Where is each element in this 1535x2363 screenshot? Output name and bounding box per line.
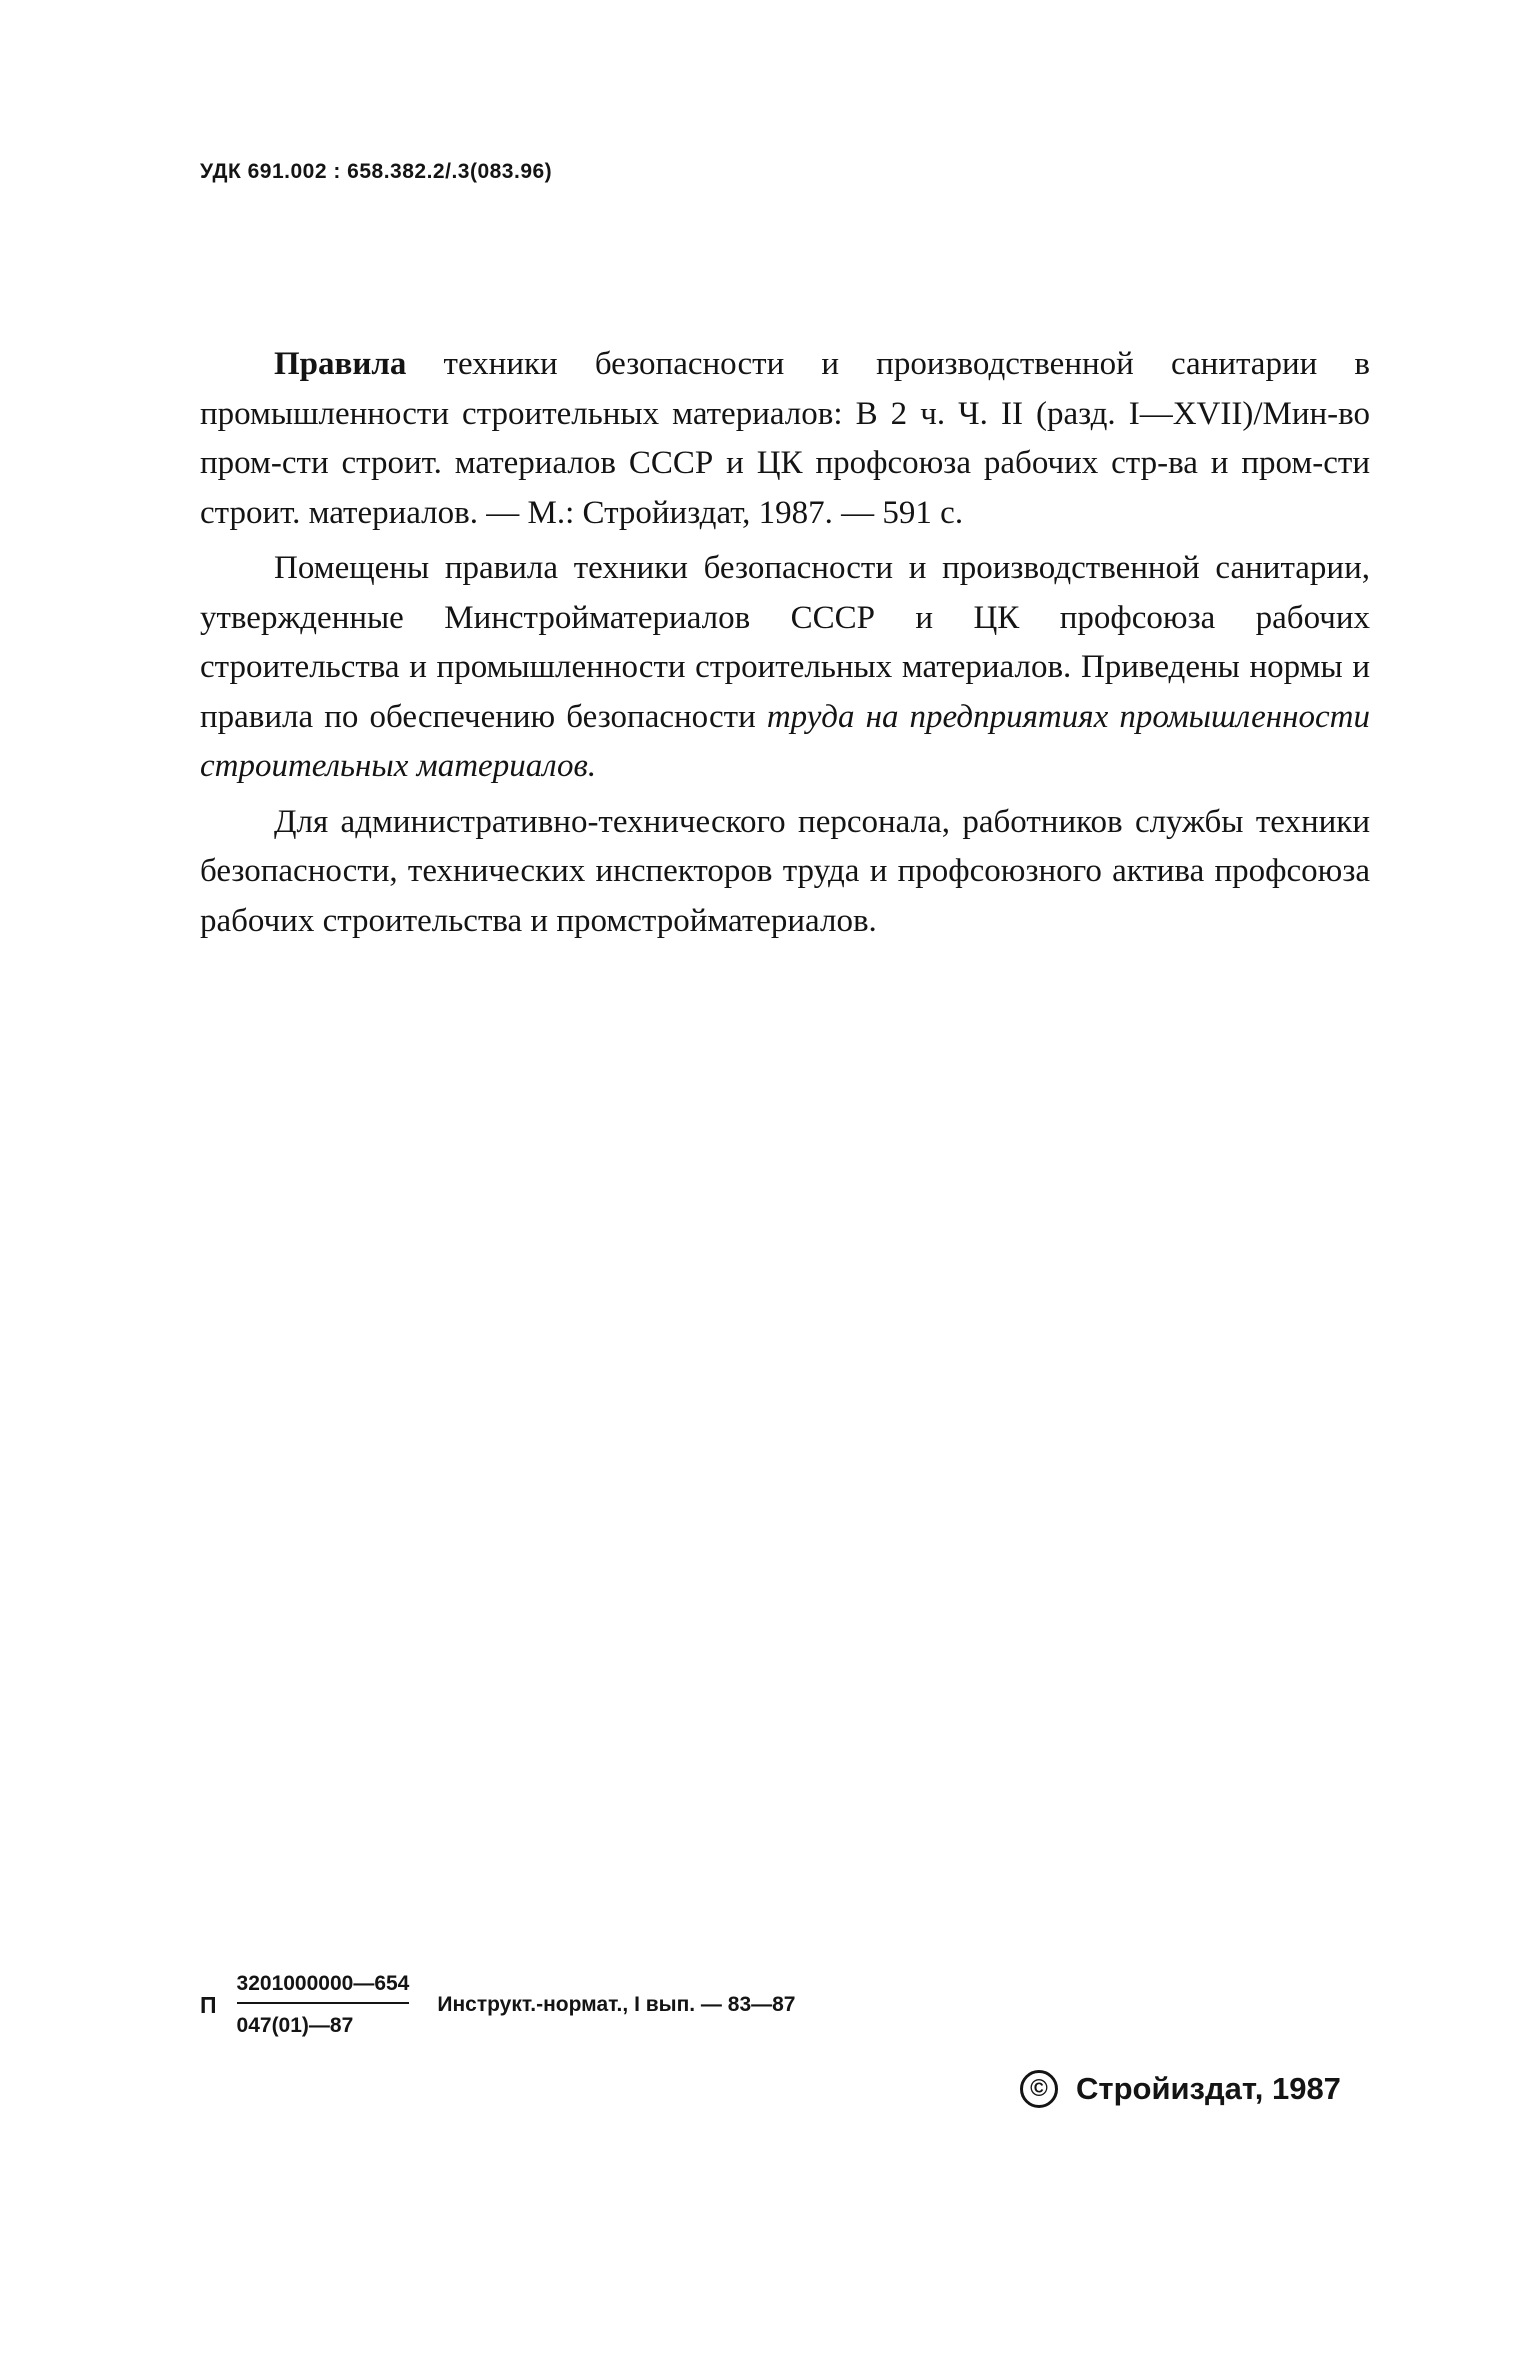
- summary-text: Помещены правила техники безопасности и производственной санитарии, утвержденные Минстройматериалов СССР и ЦК профсоюза рабочих строительства и промышленности строительных материалов. Приведены нормы и правила по обеспечению безопасности: [200, 550, 1370, 735]
- summary-text-italic: труда на предприятиях промышленности строительных материалов.: [200, 698, 1370, 784]
- citation-title-word: Правила: [274, 346, 407, 382]
- udk-code: УДК 691.002 : 658.382.2/.3(083.96): [200, 160, 553, 183]
- copyright-line: [1020, 2070, 1341, 2108]
- copyright-icon: ©: [1020, 2070, 1058, 2108]
- index-numerator: 3201000000—654: [237, 1972, 410, 2004]
- copyright-text: Стройиздат, 1987: [1076, 2071, 1341, 2106]
- index-description: Инструкт.-нормат., I вып. — 83—87: [437, 1993, 796, 2016]
- index-fraction: [237, 1972, 410, 2038]
- index-letter: П: [200, 1991, 217, 2018]
- index-denominator: 047(01)—87: [236, 2014, 354, 2037]
- annotation-paragraph-citation: [200, 340, 1370, 538]
- publication-index: [200, 1972, 795, 2038]
- annotation-paragraph-audience: Для административно-технического персонала, работников службы техники безопасности, технических инспекторов труда и профсоюзного актива профсоюза рабочих строительства и промстройматериалов.: [200, 803, 1370, 939]
- annotation-paragraph-summary: [200, 544, 1370, 792]
- citation-text: техники безопасности и производственной санитарии в промышленности строительных материалов: В 2 ч. Ч. II (разд. I—XVII)/Мин-во пром-сти строит. материалов СССР и ЦК профсоюза рабочих стр-ва и пром-сти строит. материалов. — М.: Стройиздат, 1987. — 591 с.: [200, 346, 1370, 531]
- bibliographic-annotation: [200, 340, 1370, 946]
